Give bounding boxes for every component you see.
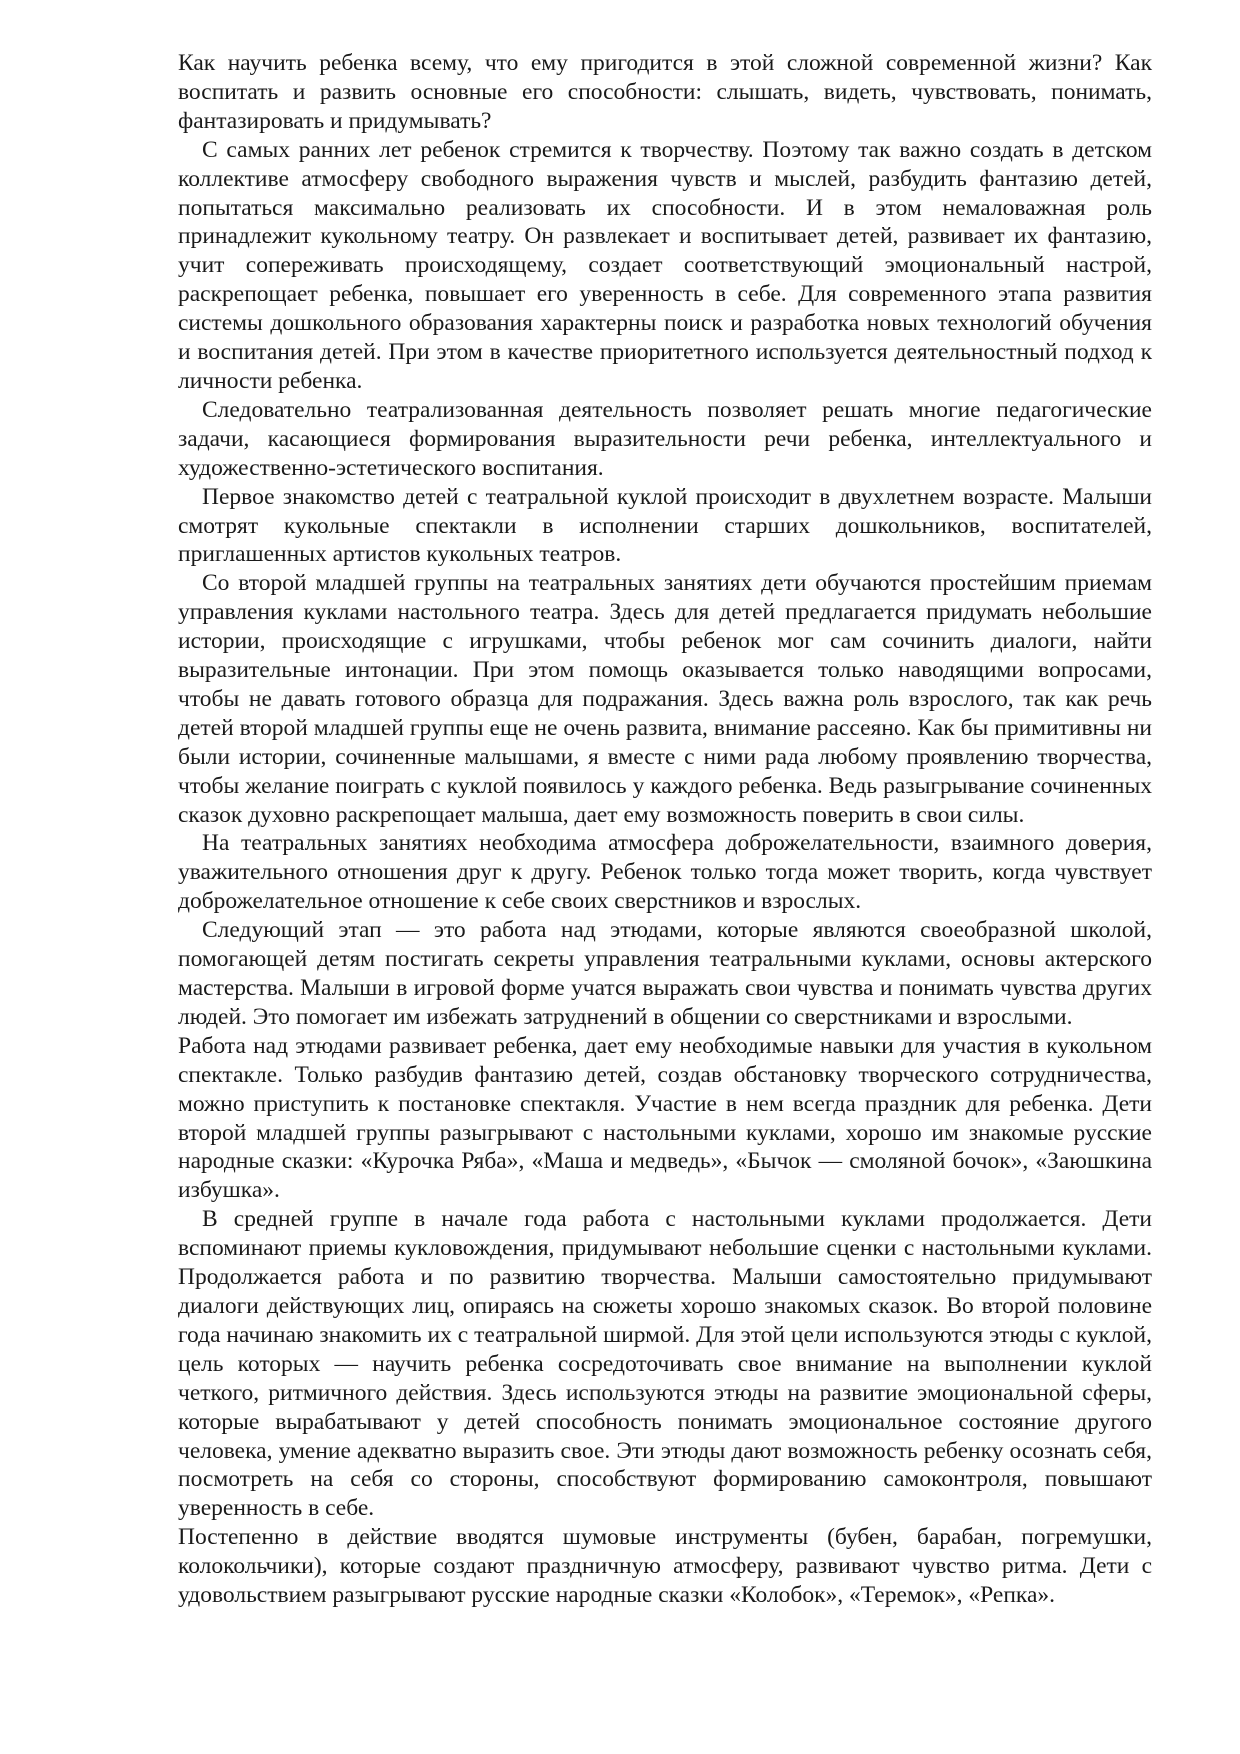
- paragraph-etudes-stage: Следующий этап — это работа над этюдами, которые являются своеобразной школой, помогающей детям постигать секреты управления театральными куклами, основы актерского мастерства. Малыши в игровой форме учатся выражать свои чувства и понимать чувства других людей. Это помогает им избежать затруднений в общении со сверстниками и взрослыми.: [178, 917, 1152, 1030]
- paragraph-atmosphere: На театральных занятиях необходима атмосфера доброжелательности, взаимного доверия, уважительного отношения друг к другу. Ребенок только тогда может творить, когда чувствует доброжелательное отношение к себе своих сверстников и взрослых.: [178, 830, 1152, 915]
- paragraph-etudes-work: Работа над этюдами развивает ребенка, дает ему необходимые навыки для участия в кукольном спектакле. Только разбудив фантазию детей, создав обстановку творческого сотрудничества, можно приступить к постановке спектакля. Участие в нем всегда праздник для ребенка. Дети второй младшей группы разыгрывают с настольными куклами, хорошо им знакомые русские народные сказки: «Курочка Ряба», «Маша и медведь», «Бычок — смоляной бочок», «Заюшкина избушка».: [178, 1032, 1152, 1204]
- paragraph-theatrical-activity: Следовательно театрализованная деятельность позволяет решать многие педагогические задачи, касающиеся формирования выразительности речи ребенка, интеллектуального и художественно-эстетического воспитания.: [178, 396, 1152, 481]
- paragraph-middle-group: В средней группе в начале года работа с настольными куклами продолжается. Дети вспоминают приемы кукловождения, придумывают небольшие сценки с настольными куклами. Продолжается работа и по развитию творчества. Малыши самостоятельно придумывают диалоги действующих лиц, опираясь на сюжеты хорошо знакомых сказок. Во второй половине года начинаю знакомить их с театральной ширмой. Для этой цели используются этюды с куклой, цель которых — научить ребенка сосредоточивать свое внимание на выполнении куклой четкого, ритмичного действия. Здесь используются этюды на развитие эмоциональной сферы, которые вырабатывают у детей способность понимать эмоциональное состояние другого человека, умение адекватно выразить свое. Эти этюды дают возможность ребенку осознать себя, посмотреть на себя со стороны, способствуют формированию самоконтроля, повышают уверенность в себе.: [178, 1206, 1152, 1522]
- paragraph-second-junior-group: Со второй младшей группы на театральных занятиях дети обучаются простейшим приемам управления куклами настольного театра. Здесь для детей предлагается придумать небольшие истории, происходящие с игрушками, чтобы ребенок мог сам сочинить диалоги, найти выразительные интонации. При этом помощь оказывается только наводящими вопросами, чтобы не давать готового образца для подражания. Здесь важна роль взрослого, так как речь детей второй младшей группы еще не очень развита, внимание рассеяно. Как бы примитивны ни были истории, сочиненные малышами, я вместе с ними рада любому проявлению творчества, чтобы желание поиграть с куклой появилось у каждого ребенка. Ведь разыгрывание сочиненных сказок духовно раскрепощает малыша, дает ему возможность поверить в свои силы.: [178, 570, 1152, 828]
- paragraph-creativity: С самых ранних лет ребенок стремится к творчеству. Поэтому так важно создать в детском коллективе атмосферу свободного выражения чувств и мыслей, разбудить фантазию детей, попытаться максимально реализовать их способности. И в этом немаловажная роль принадлежит кукольному театру. Он развлекает и воспитывает детей, развивает их фантазию, учит сопереживать происходящему, создает соответствующий эмоциональный настрой, раскрепощает ребенка, повышает его уверенность в себе. Для современного этапа развития системы дошкольного образования характерны поиск и разработка новых технологий обучения и воспитания детей. При этом в качестве приоритетного используется деятельностный подход к личности ребенка.: [178, 136, 1152, 394]
- document-body: [178, 49, 1152, 1610]
- paragraph-intro-question: Как научить ребенка всему, что ему пригодится в этой сложной современной жизни? Как воспитать и развить основные его способности: слышать, видеть, чувствовать, понимать, фантазировать и придумывать?: [178, 50, 1152, 134]
- paragraph-noise-instruments: Постепенно в действие вводятся шумовые инструменты (бубен, барабан, погремушки, колокольчики), которые создают праздничную атмосферу, развивают чувство ритма. Дети с удовольствием разыгрывают русские народные сказки «Колобок», «Теремок», «Репка».: [178, 1524, 1152, 1609]
- paragraph-first-acquaintance: Первое знакомство детей с театральной куклой происходит в двухлетнем возрасте. Малыши смотрят кукольные спектакли в исполнении старших дошкольников, воспитателей, приглашенных артистов кукольных театров.: [178, 483, 1152, 568]
